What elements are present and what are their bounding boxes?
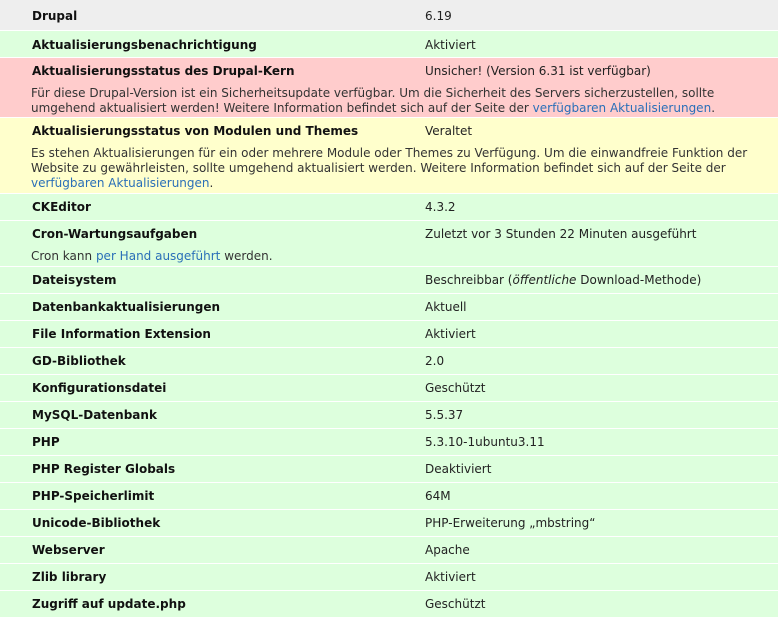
row-value: 2.0 (425, 354, 445, 368)
row-webserver (0, 537, 778, 564)
row-description (31, 146, 762, 191)
row-description (31, 86, 754, 116)
row-unicode (0, 510, 778, 537)
row-value (425, 273, 701, 287)
row-title: PHP-Speicherlimit (32, 489, 155, 503)
row-title: Datenbankaktualisierungen (32, 300, 221, 314)
row-update-access (0, 591, 778, 618)
row-description (31, 249, 754, 264)
row-value: Aktuell (425, 300, 467, 314)
row-title: GD-Bibliothek (32, 354, 126, 368)
row-title: Konfigurationsdatei (32, 381, 167, 395)
row-php (0, 429, 778, 456)
row-title: Drupal (32, 9, 78, 23)
row-title: Webserver (32, 543, 105, 557)
available-updates-link[interactable]: verfügbaren Aktualisierungen (532, 101, 712, 115)
row-settings-file (0, 375, 778, 402)
description-text: Es stehen Aktualisierungen für ein oder mehrere Module oder Themes zu Verfügung. Um die einwandfreie Funktion der Website zu gewährleisten, sollte umgehend aktualisiert werden. Weitere Information befindet sich auf der Seite der (31, 146, 748, 175)
description-end: werden. (220, 249, 273, 263)
row-title: Zugriff auf update.php (32, 597, 186, 611)
available-updates-link[interactable]: verfügbaren Aktualisierungen (31, 176, 210, 190)
description-end: . (711, 101, 716, 115)
row-value: Zuletzt vor 3 Stunden 22 Minuten ausgeführt (425, 227, 697, 241)
modules-update-link[interactable]: Veraltet (425, 124, 473, 138)
row-title: Dateisystem (32, 273, 117, 287)
value-text: Beschreibbar ( (425, 273, 513, 287)
description-text: Cron kann (31, 249, 96, 263)
row-value: Aktiviert (425, 38, 476, 52)
row-title: Cron-Wartungsaufgaben (32, 227, 198, 241)
description-end: . (209, 176, 214, 190)
row-title: Zlib library (32, 570, 107, 584)
row-value: 6.19 (425, 9, 452, 23)
value-emphasis: öffentliche (512, 273, 577, 287)
row-zlib (0, 564, 778, 591)
row-value: Aktiviert (425, 570, 476, 584)
row-filesystem (0, 267, 778, 294)
row-title: Aktualisierungsstatus von Modulen und Themes (32, 124, 359, 138)
row-value: 64M (425, 489, 451, 503)
row-title: CKEditor (32, 200, 91, 214)
row-title: MySQL-Datenbank (32, 408, 157, 422)
row-database-updates (0, 294, 778, 321)
row-core-update-status (0, 58, 778, 118)
row-title: Aktualisierungsbenachrichtigung (32, 38, 257, 52)
row-drupal (0, 0, 778, 31)
core-update-link[interactable]: Unsicher! (Version 6.31 ist verfügbar) (425, 64, 651, 78)
row-update-notifications (0, 31, 778, 58)
row-title: PHP Register Globals (32, 462, 176, 476)
row-value: Geschützt (425, 381, 486, 395)
mysql-version-link[interactable]: 5.5.37 (425, 408, 464, 422)
row-value: Aktiviert (425, 327, 476, 341)
row-value: Geschützt (425, 597, 486, 611)
php-version-link[interactable]: 5.3.10-1ubuntu3.11 (425, 435, 545, 449)
row-title: Aktualisierungsstatus des Drupal-Kern (32, 64, 295, 78)
row-ckeditor (0, 194, 778, 221)
row-title: File Information Extension (32, 327, 211, 341)
row-value: 4.3.2 (425, 200, 456, 214)
run-cron-link[interactable]: per Hand ausgeführt (95, 249, 221, 263)
row-title: Unicode-Bibliothek (32, 516, 161, 530)
row-title: PHP (32, 435, 60, 449)
row-value: Apache (425, 543, 470, 557)
row-fileinfo (0, 321, 778, 348)
row-register-globals (0, 456, 778, 483)
row-cron (0, 221, 778, 267)
row-value: Deaktiviert (425, 462, 492, 476)
row-memory-limit (0, 483, 778, 510)
row-mysql (0, 402, 778, 429)
row-modules-update-status (0, 118, 778, 194)
row-value: PHP-Erweiterung „mbstring“ (425, 516, 596, 530)
row-gd (0, 348, 778, 375)
description-text: Für diese Drupal-Version ist ein Sicherheitsupdate verfügbar. Um die Sicherheit des Servers sicherzustellen, sollte umgehend aktualisiert werden! Weitere Information befindet sich auf der Seite der (31, 86, 715, 115)
value-text-end: Download-Methode) (576, 273, 702, 287)
